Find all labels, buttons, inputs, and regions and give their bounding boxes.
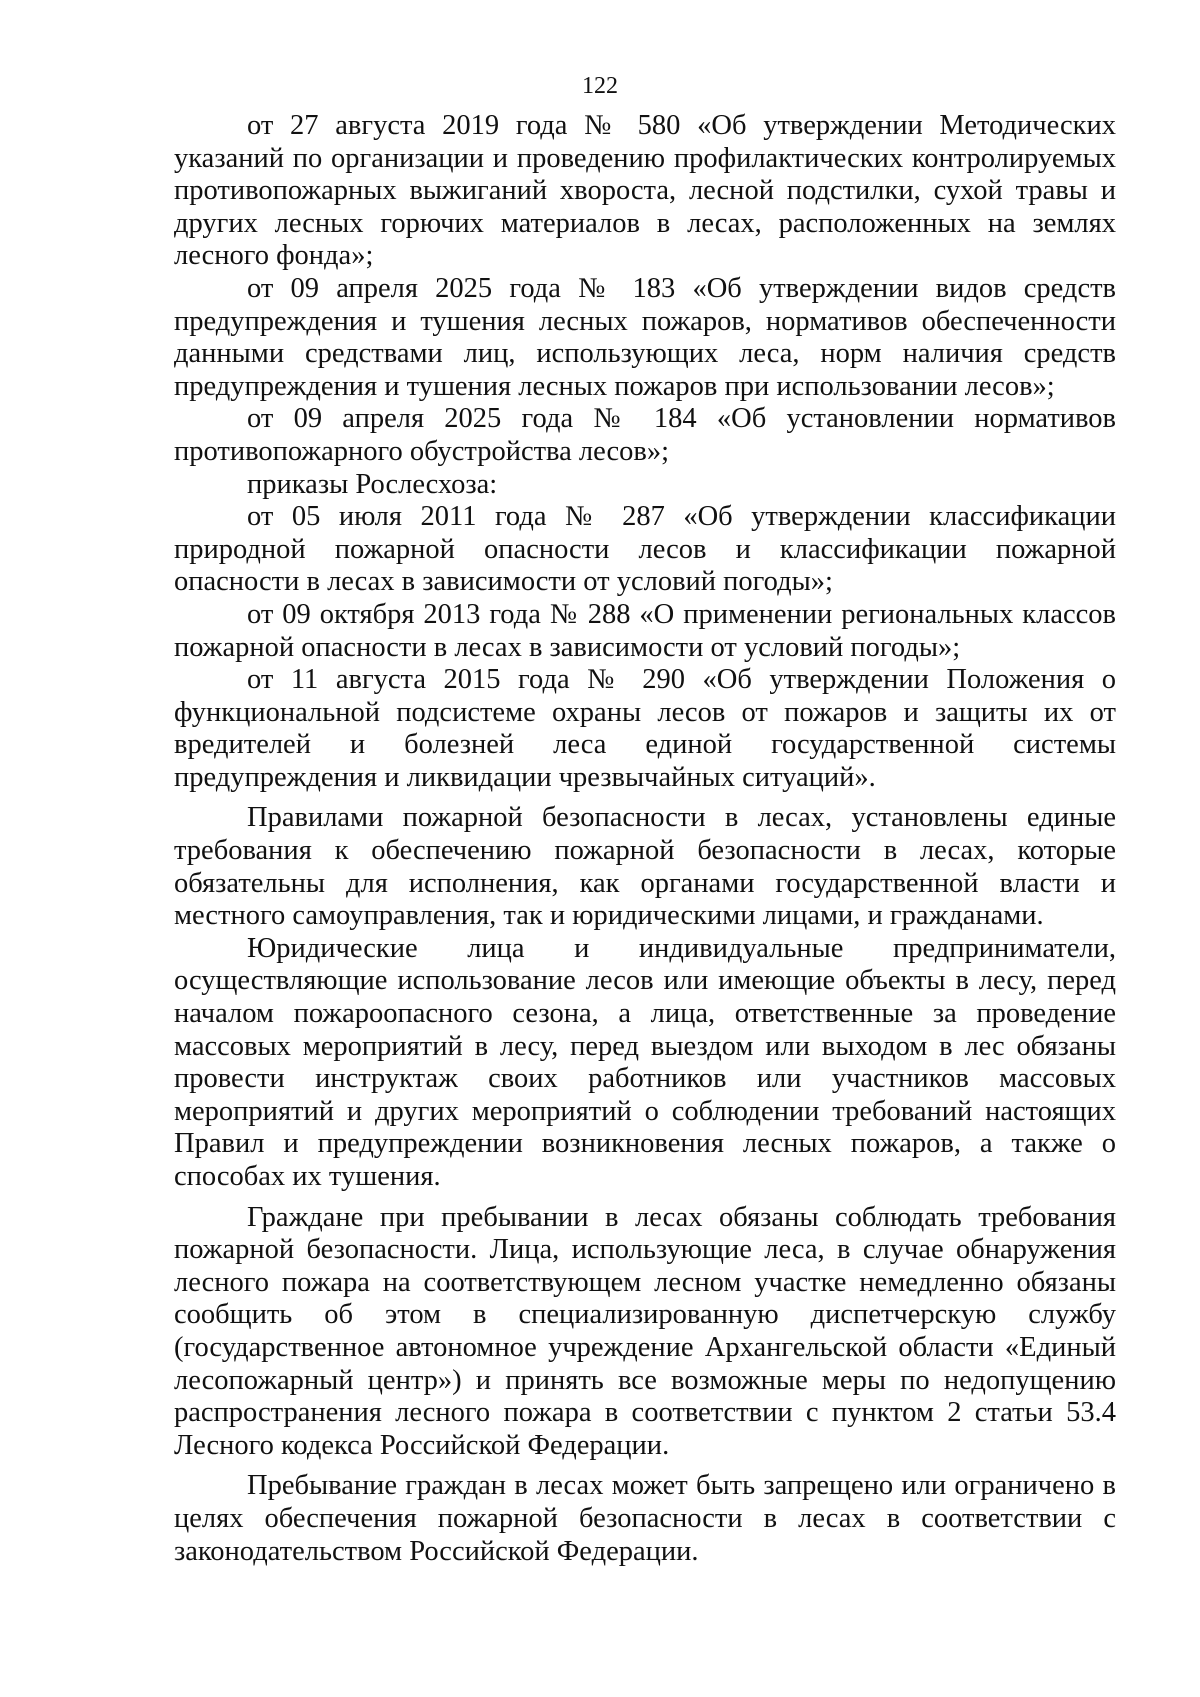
paragraph-legal-entities: Юридические лица и индивидуальные предприниматели, осуществляющие использование лесов или имеющие объекты в лесу, перед началом пожароопасного сезона, а лица, ответственные за проведение массовых мероприятий в лесу, перед выездом или выходом в лес обязаны провести инструктаж своих работников или участников массовых мероприятий и других мероприятий о соблюдении требований настоящих Правил и предупреждении возникновения лесных пожаров, а также о способах их тушения. [174,932,1116,1192]
paragraph-rosleskhoz-orders: приказы Рослесхоза: [247,468,498,500]
paragraph-order-184: от 09 апреля 2025 года № 184 «Об установлении нормативов противопожарного обустройства лесов»; [174,403,1116,467]
page-number: 122 [582,73,618,99]
paragraph-order-580: от 27 августа 2019 года № 580 «Об утверждении Методических указаний по организации и проведению профилактических контролируемых противопожарных выжиганий хвороста, лесной подстилки, сухой травы и других лесных горючих материалов в лесах, расположенных на землях лесного фонда»; [174,110,1116,272]
paragraph-order-288: от 09 октября 2013 года № 288 «О применении региональных классов пожарной опасности в лесах в зависимости от условий погоды»; [174,598,1116,663]
paragraph-order-183: от 09 апреля 2025 года № 183 «Об утверждении видов средств предупреждения и тушения лесных пожаров, нормативов обеспеченности данными средствами лиц, использующих леса, норм наличия средств предупреждения и тушения лесных пожаров при использовании лесов»; [174,272,1116,402]
paragraph-forest-access-restriction: Пребывание граждан в лесах может быть запрещено или ограничено в целях обеспечения пожарной безопасности в лесах в соответствии с законодательством Российской Федерации. [174,1470,1116,1567]
paragraph-fire-safety-rules: Правилами пожарной безопасности в лесах, установлены единые требования к обеспечению пожарной безопасности в лесах, которые обязательны для исполнения, как органами государственной власти и местного самоуправления, так и юридическими лицами, и гражданами. [174,802,1116,932]
paragraph-order-290: от 11 августа 2015 года № 290 «Об утверждении Положения о функциональной подсистеме охраны лесов от пожаров и защиты их от вредителей и болезней леса единой государственной системы предупреждения и ликвидации чрезвычайных ситуаций». [174,664,1116,793]
paragraph-citizens-duties: Граждане при пребывании в лесах обязаны соблюдать требования пожарной безопасности. Лица, использующие леса, в случае обнаружения лесного пожара на соответствующем лесном участке немедленно обязаны сообщить об этом в специализированную диспетчерскую службу (государственное автономное учреждение Архангельской области «Единый лесопожарный центр») и принять все возможные меры по недопущению распространения лесного пожара в соответствии с пунктом 2 статьи 53.4 Лесного кодекса Российской Федерации. [174,1201,1116,1461]
paragraph-order-287: от 05 июля 2011 года № 287 «Об утверждении классификации природной пожарной опасности лесов и классификации пожарной опасности в лесах в зависимости от условий погоды»; [174,501,1116,598]
document-body [174,110,1116,1568]
